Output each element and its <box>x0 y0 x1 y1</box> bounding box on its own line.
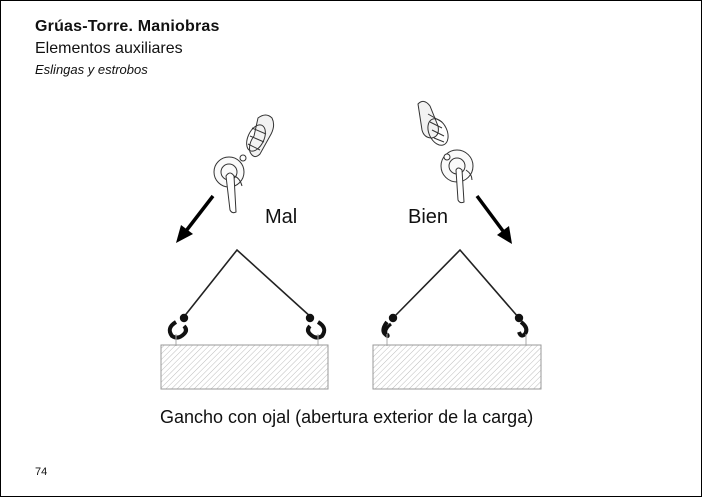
right-hook-detail-icon <box>418 101 473 202</box>
wrong-hook-detail-icon <box>214 115 274 213</box>
right-sling-assembly <box>373 250 541 389</box>
right-direction-arrow-icon <box>477 196 512 244</box>
wrong-direction-arrow-icon <box>176 196 213 243</box>
wrong-sling-assembly <box>161 250 328 389</box>
right-right-hook-icon <box>515 314 527 346</box>
wrong-label: Mal <box>265 206 298 228</box>
right-label: Bien <box>408 206 449 228</box>
wrong-left-hook-icon <box>170 314 188 346</box>
wrong-right-hook-icon <box>306 314 324 346</box>
right-load-block <box>373 345 541 389</box>
page-number: 74 <box>35 466 48 478</box>
page-title: Grúas-Torre. Maniobras <box>35 18 220 35</box>
section-heading: Eslingas y estrobos <box>35 62 148 77</box>
right-left-hook-icon <box>383 314 397 346</box>
page-subtitle: Elementos auxiliares <box>35 40 183 57</box>
wrong-load-block <box>161 345 328 389</box>
figure-caption: Gancho con ojal (abertura exterior de la carga) <box>160 407 534 427</box>
